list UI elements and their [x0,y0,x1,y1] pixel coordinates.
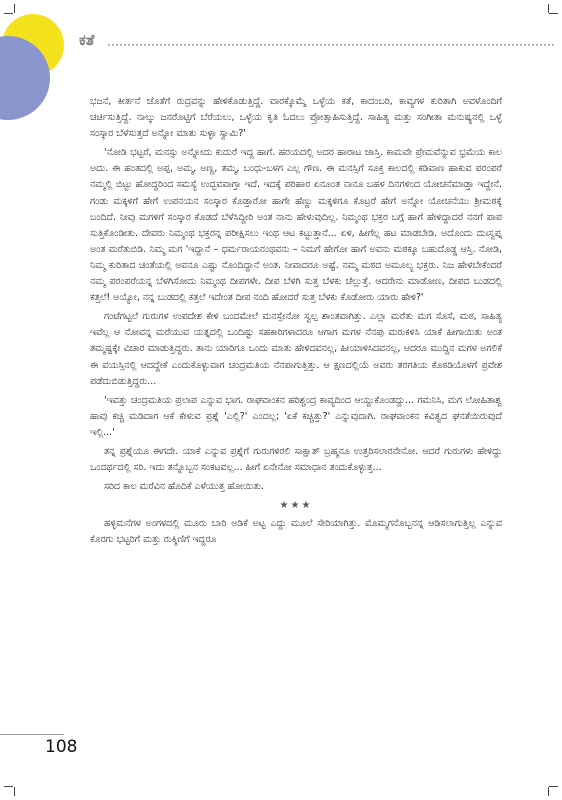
paragraph: ಹಳ್ಳಿಮನೆಗಳ ಅಂಗಳದಲ್ಲಿ ಮೂರು ಬಾರಿ ಅಡಿಕೆ ಅಟ್ಟ ಎದ್ದು ಮೂಲೆ ಸೇರಿಯಾಗಿತ್ತು. ಮೊಮ್ಮಗನೊಬ್ಬನನ್ನ ಆಡಿಸಲಾಗುತ್ತಿಲ್ಲ ಎನ್ನುವ ಕೊರಗು ಭಟ್ಟರಿಗೆ ಮತ್ತು ರುಕ್ಮಿಣಿಗೆ ಇದ್ದರೂ [90,518,502,546]
crop-mark [14,4,15,13]
header-dotted-rule [108,44,554,46]
crop-mark [549,13,558,14]
paragraph: ಗಂಟೆಗಟ್ಟಲೆ ಗುರುಗಳ ಉಪದೇಶ ಕೇಳಿ ಬಂದಮೇಲೆ ಮನಸ್ಸೇನೋ ಸ್ವಲ್ಪ ಶಾಂತವಾಗಿತ್ತು. ಎಲ್ಲಾ ಮರೆತು ಮಗ ಸೊಸೆ, ಮಠ, ಸಾಹಿತ್ಯ ಇವೆಲ್ಲ ಆ ನೋವನ್ನ ಮರೆಯುವ ಯತ್ನದಲ್ಲಿ ಒಂದಿಷ್ಟು ಸಹಕಾರಿಗಳಾದರೂ ಆಗಾಗ ಮಗಳ ನೆನಪು ಮರುಕಳಿಸಿ ಯಾಕೆ ಹೀಗಾಯಿತು ಅಂತ ತಮ್ಮಷ್ಟಕ್ಕೇ ವಿಚಾರ ಮಾಡುತ್ತಿದ್ದರು. ತಾನು ಯಾರಿಗೂ ಒಂದು ಮಾತು ಹೇಳಿದವನಲ್ಲ, ಹೀಯಾಳಿಸಿದವನಲ್ಲ, ಆದರೂ ಮುದ್ದಿನ ಮಗಳ ಅಗಲಿಕೆ ಈ ವಯಸ್ಸಿನಲ್ಲಿ ಆದದ್ದೇಕೆ ಎಂದುಕೊಳ್ಳುವಾಗ ಚಂದ್ರಮತಿಯ ನೆನಪಾಗುತ್ತಿತ್ತು. ಆ ಕ್ಷಣದಲ್ಲಿಯೆ ಅವರು ತರಗತಿಯ ಕೊಠಡಿಯೊಳಗೆ ಪ್ರವೇಶ ಪಡೆದುಬಿಡುತ್ತಿದ್ದರು... [90,311,502,387]
section-title: ಕತೆ [79,31,95,49]
paragraph: ಭಜನೆ, ಕೀರ್ತನೆ ಜೊತೆಗೆ ರುದ್ರವನ್ನು ಹೇಳಿಕೊಡುತ್ತಿದ್ದೆ. ವಾರಕ್ಕೊಮ್ಮೆ ಒಳ್ಳೆಯ ಕತೆ, ಕಾದಂಬರಿ, ಕಾವ್ಯಗಳ ಕುರಿತಾಗಿ ಅವಳೊಂದಿಗೆ ಚರ್ಚಿಸುತ್ತಿದ್ದೆ. ನಾಲ್ಕು ಜನರೊಟ್ಟಿಗೆ ಬೆರೆಯಲು, ಒಳ್ಳೆಯ ಕೃತಿ ಓದಲು ಪ್ರೋತ್ಸಾಹಿಸುತ್ತಿದ್ದೆ. ಸಾಹಿತ್ಯ ಮತ್ತು ಸಂಗೀತಾ ಮನುಷ್ಯನಲ್ಲಿ ಒಳ್ಳೆ ಸಂಸ್ಕಾರ ಬೆಳೆಸುತ್ತದೆ ಅನ್ನೋ ಮಾತು ಸುಳ್ಳಾ ಸ್ವಾಮಿ?' [90,96,502,140]
footer-rule [0,734,64,735]
paragraph: 'ಇವತ್ತು ಚಂದ್ರಮತಿಯ ಪ್ರಲಾಪ ಎನ್ನುವ ಭಾಗ. ರಾಘವಾಂಕನ ಹರಿಶ್ಚಂದ್ರ ಕಾವ್ಯದಿಂದ ಆಯ್ದುಕೊಂಡದ್ದು... ಗಮನಿಸಿ, ಮಗ ಲೋಹಿತಾಶ್ವ ಹಾವು ಕಚ್ಚಿ ಮಡಿದಾಗ ಆಕೆ ಕೇಳುವ ಪ್ರಶ್ನೆ 'ಎಲ್ಲಿ?' ಎಂದಲ್ಲ; 'ಏಕೆ ಕಚ್ಚಿತ್ತು?' ಎನ್ನುವುದಾಗಿ. ರಾಘವಾಂಕನ ಕವಿತ್ವದ ಘನತೆಯಿರುವುದೆ ಇಲ್ಲಿ...' [90,394,502,438]
paragraph: ಸರಿದ ಕಾಲ ಮರೆವಿನ ಹೊದಿಕೆ ಎಳೆಯುತ್ತ ಹೋಯಿತು. [104,481,265,493]
crop-mark [4,786,13,787]
paragraph: ತನ್ನ ಪ್ರಶ್ನೆಯೂ ಈಗದೇ. ಯಾಕೆ ಎನ್ನುವ ಪ್ರಶ್ನೆಗೆ ಗುರುಗಳಿರಲಿ ಸಾಕ್ಷಾತ್ ಬ್ರಹ್ಮನೂ ಉತ್ತರಿಸಲಾರನೇನೋ. ಆದರೆ ಗುರುಗಳು ಹೇಳಿದ್ದು ಒಂದರ್ಥದಲ್ಲಿ ಸರಿ. ಇದು ತನ್ನೊಬ್ಬನ ಸಂಕಟವಲ್ಲ... ಹೀಗೆ ಏನೇನೋ ಸಮಾಧಾನ ತಂದುಕೊಳ್ಳುತ್ತ... [90,445,502,474]
crop-mark [4,13,13,14]
paragraph: 'ನೋಡಿ ಭಟ್ಟರೆ, ಮನಸ್ಸು ಅನ್ನೋದು ಕುದುರೆ ಇದ್ದ ಹಾಗೆ. ಹರಯದಲ್ಲಿ ಅದರ ಹಾರಾಟ ಜಾಸ್ತಿ. ಕಾಮವೇ ಪ್ರೇಮವೆನ್ನುವ ಭ್ರಮೆಯ ಕಾಲ ಅದು. ಈ ಹಂತದಲ್ಲಿ ಅಪ್ಪ, ಅಮ್ಮ, ಅಣ್ಣ, ತಮ್ಮ, ಬಂಧು-ಬಳಗ ಎಲ್ಲ ಗೌಣ. ಈ ಮನಸ್ಸಿಗೆ ಸೂಕ್ತ ಕಾಲದಲ್ಲಿ ಕಡಿವಾಣ ಹಾಕುವ ಪರಂಪರೆ ನಮ್ಮಲ್ಲಿ ಬಿಟ್ಟು ಹೋದ್ದರಿಂದ ಸಮಸ್ಯೆ ಉದ್ಭವವಾಗ್ತಾ ಇದೆ. ಇದಕ್ಕೆ ಪರಿಹಾರ ಏನೂಂತ ನಾನೂ ಬಹಳ ದಿನಗಳಿಂದ ಯೋಚನೆಮಾಡ್ತಾ ಇದ್ದೇನೆ. ಗಂಡು ಮಕ್ಕಳಿಗೆ ಹೇಗೆ ಉಪನಯನ ಸಂಸ್ಕಾರ ಕೊಡ್ತಾರೋ ಹಾಗೇ ಹೆಣ್ಣು ಮಕ್ಕಳಿಗೂ ಕೊಟ್ರರೆ ಹೇಗೆ ಅನ್ನೋ ಯೋಚನೆಯು ಶ್ರೀಮಠಕ್ಕೆ ಬಂದಿದೆ. ನೀವು ಮಗಳಿಗೆ ಸಂಸ್ಕಾರ ಕೊಡದೆ ಬೆಳೆಸಿದ್ದೀರಿ ಅಂತ ನಾನು ಹೇಳುವುದಿಲ್ಲ. ನಿಮ್ಮಂಥ ಭಕ್ತರ ಬಗ್ಗೆ ಹಾಗೆ ಹೇಳಿದ್ದಾದರೆ ನನಗೆ ಪಾಪ ಸುತ್ತಿಕೊಂಡೀತು. ದೇವರು ನಿಮ್ಮಂಥ ಭಕ್ತರನ್ನ ಪರೀಕ್ಷಿಸಲು ಇಂಥ ಆಟ ಕಟ್ಟುತ್ತಾನೆ... ಏಳಿ, ಹೀಗೆಲ್ಲ ಹಟ ಮಾಡಬೇಡಿ. ಅದೊಂದು ದುಃಸ್ವಪ್ನ ಅಂತ ಮರೆತುಬಿಡಿ. ನಿಮ್ಮ ಮಗ 'ಇದ್ದಾನೆ – ಧರ್ಮರಾಯನಂಥವನು – ನಿಮಗೆ ಹೇಗೋ ಹಾಗೆ ಅವನು ಮಠಕ್ಕೂ ಬಹುದೊಡ್ಡ ಆಸ್ತಿ. ನೋಡಿ, ನಿಮ್ಮ ಕುರಿತಾದ ಚಿಂತೆಯಲ್ಲಿ ಅವನೂ ಎಷ್ಟು ನೊಂದಿದ್ದಾನೆ ಅಂತ. ನೀವಾದರೂ ಅಷ್ಟೆ. ನಮ್ಮ ಮಠದ ಅಮೂಲ್ಯ ಭಕ್ತರು. ನಿಜ ಹೇಳಬೇಕೆಂದರೆ ನಮ್ಮ ಪರಂಪರೆಯನ್ನ ಬೆಳಗಿಸೋದು ನಿಮ್ಮಂಥ ದೀಪಗಳೇ. ದೀಪ ಬೆಳಗಿ ಸುತ್ತ ಬೆಳಕು ಚೆಲ್ಲುತ್ತೆ. ಆದರೇನು ಮಾಡೋಣ, ದೀಪದ ಬುಡದಲ್ಲಿ ಕತ್ತಲೆ! ಅಯ್ಯೋ, ನನ್ನ ಬುಡದಲ್ಲಿ ಕತ್ತಲೆ ಇದೇಂತ ದೀಪ ನಂದಿ ಹೋದರೆ ಸುತ್ತ ಬೆಳಕು ಕೊಡೋರು ಯಾರು ಹೇಳಿ?' [90,147,502,304]
crop-mark [548,787,549,796]
crop-mark [14,787,15,796]
crop-mark [549,786,558,787]
page-number: 108 [45,737,78,757]
section-break-stars: ★★★ [279,500,313,512]
story-body [90,94,502,552]
crop-mark [548,4,549,13]
